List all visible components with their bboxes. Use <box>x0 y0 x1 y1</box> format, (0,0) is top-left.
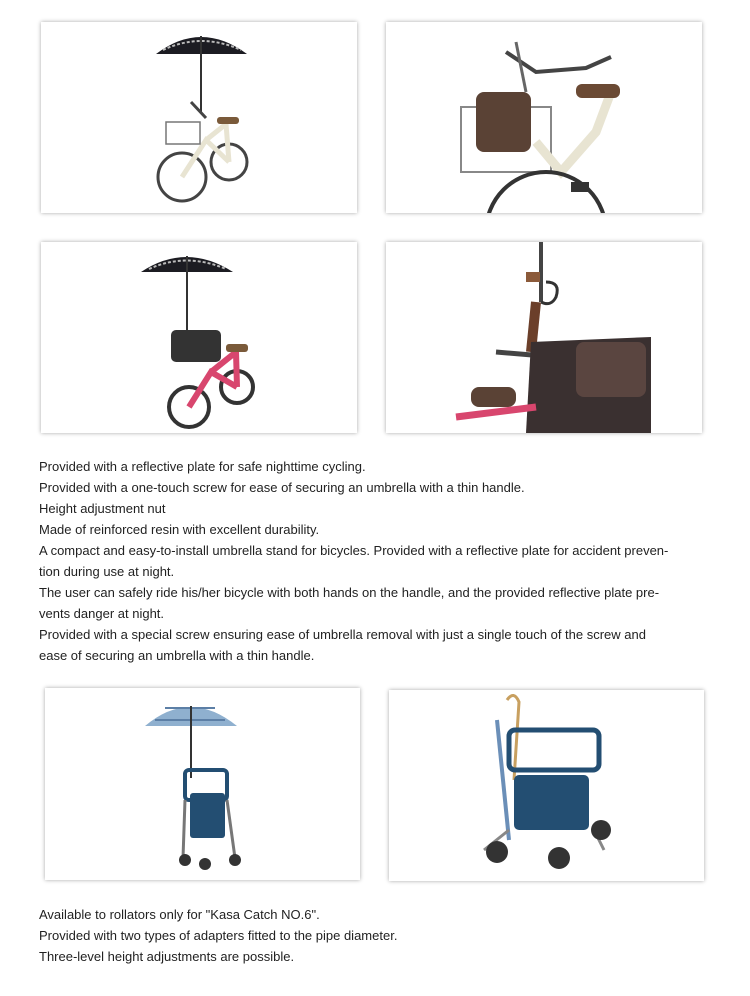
feature-line: tion during use at night. <box>39 564 175 579</box>
photo-pink-bicycle-umbrella <box>41 242 357 433</box>
feature-line: Provided with a one-touch screw for ease of securing an umbrella with a thin handle. <box>39 480 525 495</box>
rollator-closeup-illustration <box>389 690 704 881</box>
feature-line: The user can safely ride his/her bicycle with both hands on the handle, and the provided reflective plate pre- <box>39 585 660 600</box>
rollator-umbrella-illustration <box>45 688 360 880</box>
feature-line: Provided with a special screw ensuring ease of umbrella removal with just a single touch of the screw and <box>39 627 646 642</box>
feature-line: vents danger at night. <box>39 606 165 621</box>
photo-bicycle-umbrella <box>41 22 357 213</box>
photo-bicycle-closeup <box>386 22 702 213</box>
pink-bicycle-umbrella-illustration <box>41 242 357 433</box>
photo-rollator-umbrella <box>45 688 360 880</box>
feature-line: Height adjustment nut <box>39 501 166 516</box>
feature-line: ease of securing an umbrella with a thin handle. <box>39 648 315 663</box>
rollator-features <box>39 904 729 967</box>
photo-rollator-closeup <box>389 690 704 881</box>
feature-line: Provided with two types of adapters fitted to the pipe diameter. <box>39 928 398 943</box>
bicycle-closeup-illustration <box>386 22 702 213</box>
feature-line: Three-level height adjustments are possible. <box>39 949 295 964</box>
feature-line: Available to rollators only for "Kasa Catch NO.6". <box>39 907 320 922</box>
feature-line: Provided with a reflective plate for safe nighttime cycling. <box>39 459 366 474</box>
feature-line: A compact and easy-to-install umbrella stand for bicycles. Provided with a reflective plate for accident preven- <box>39 543 669 558</box>
bicycle-umbrella-illustration <box>41 22 357 213</box>
umbrella-holder-illustration <box>386 242 702 433</box>
photo-umbrella-holder-closeup <box>386 242 702 433</box>
bicycle-features <box>39 456 729 666</box>
feature-line: Made of reinforced resin with excellent durability. <box>39 522 320 537</box>
